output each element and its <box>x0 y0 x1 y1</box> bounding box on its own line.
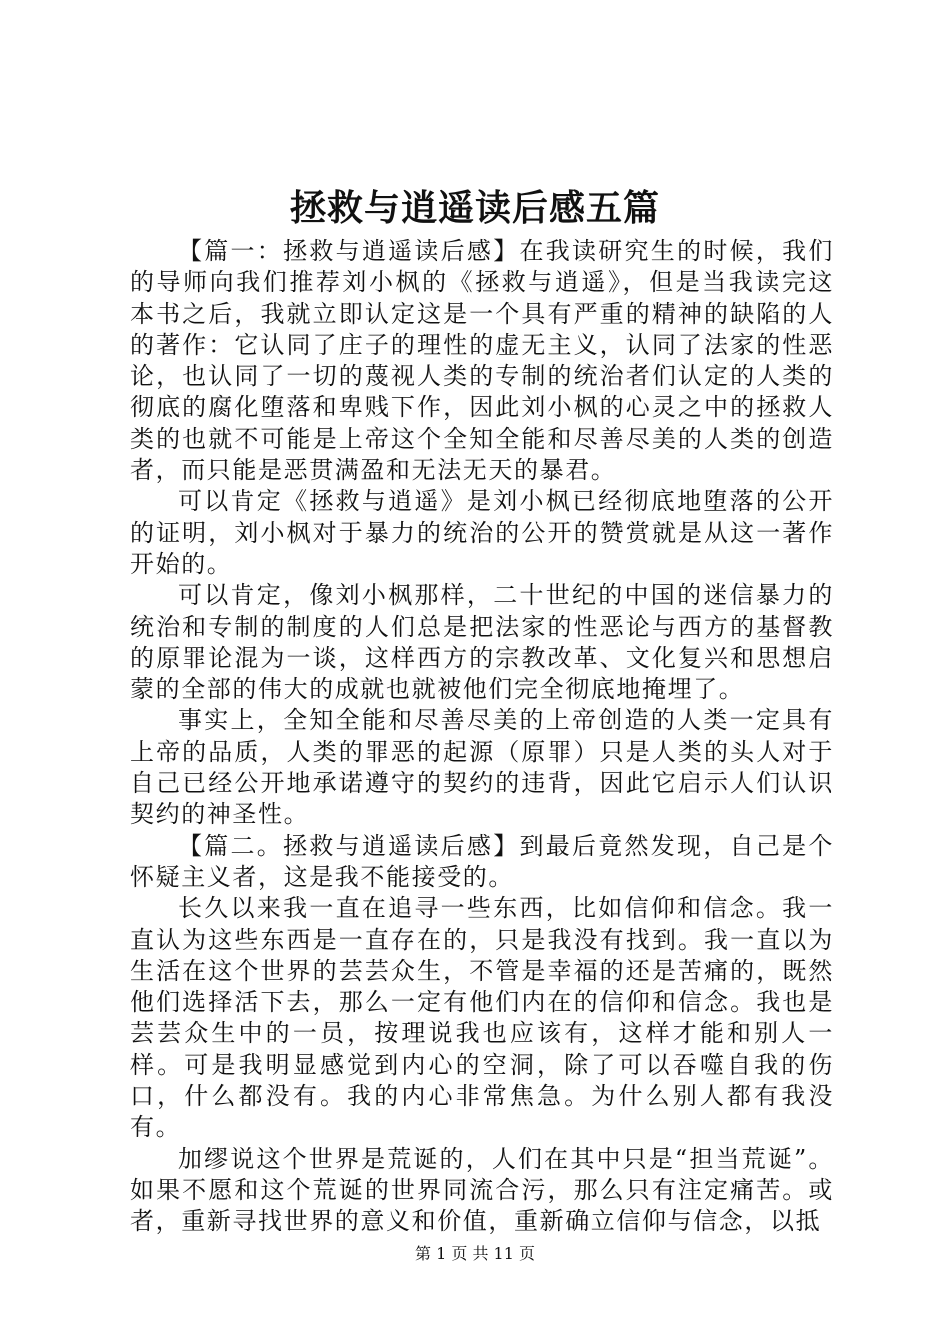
paragraph: 【篇一：拯救与逍遥读后感】在我读研究生的时候，我们的导师向我们推荐刘小枫的《拯救与逍遥》，但是当我读完这本书之后，我就立即认定这是一个具有严重的精神的缺陷的人的著作：它认同了庄子的理性的虚无主义，认同了法家的性恶论，也认同了一切的蔑视人类的专制的统治者们认定的人类的彻底的腐化堕落和卑贱下作，因此刘小枫的心灵之中的拯救人类的也就不可能是上帝这个全知全能和尽善尽美的人类的创造者，而只能是恶贯满盈和无法无天的暴君。 <box>130 237 834 485</box>
paragraph: 加缪说这个世界是荒诞的，人们在其中只是“担当荒诞”。如果不愿和这个荒诞的世界同流合污，那么只有注定痛苦。或者，重新寻找世界的意义和价值，重新确立信仰与信念，以抵 <box>130 1144 834 1236</box>
paragraph: 长久以来我一直在追寻一些东西，比如信仰和信念。我一直认为这些东西是一直存在的，只是我没有找到。我一直以为生活在这个世界的芸芸众生，不管是幸福的还是苦痛的，既然他们选择活下去，那么一定有他们内在的信仰和信念。我也是芸芸众生中的一员，按理说我也应该有，这样才能和别人一样。可是我明显感觉到内心的空洞，除了可以吞噬自我的伤口，什么都没有。我的内心非常焦急。为什么别人都有我没有。 <box>130 894 834 1142</box>
page-footer: 第 1 页 共 11 页 <box>415 1244 535 1263</box>
paragraph: 可以肯定，像刘小枫那样，二十世纪的中国的迷信暴力的统治和专制的制度的人们总是把法家的性恶论与西方的基督教的原罪论混为一谈，这样西方的宗教改革、文化复兴和思想启蒙的全部的伟大的成就也就被他们完全彻底地掩埋了。 <box>130 581 834 704</box>
document-title: 拯救与逍遥读后感五篇 <box>289 187 660 229</box>
paragraph: 【篇二。拯救与逍遥读后感】到最后竟然发现，自己是个怀疑主义者，这是我不能接受的。 <box>130 831 834 891</box>
paragraph: 可以肯定《拯救与逍遥》是刘小枫已经彻底地堕落的公开的证明，刘小枫对于暴力的统治的公开的赞赏就是从这一著作开始的。 <box>130 487 834 578</box>
paragraph: 事实上，全知全能和尽善尽美的上帝创造的人类一定具有上帝的品质，人类的罪恶的起源（原罪）只是人类的头人对于自己已经公开地承诺遵守的契约的违背，因此它启示人们认识契约的神圣性。 <box>130 706 834 829</box>
document-body <box>130 236 834 1238</box>
